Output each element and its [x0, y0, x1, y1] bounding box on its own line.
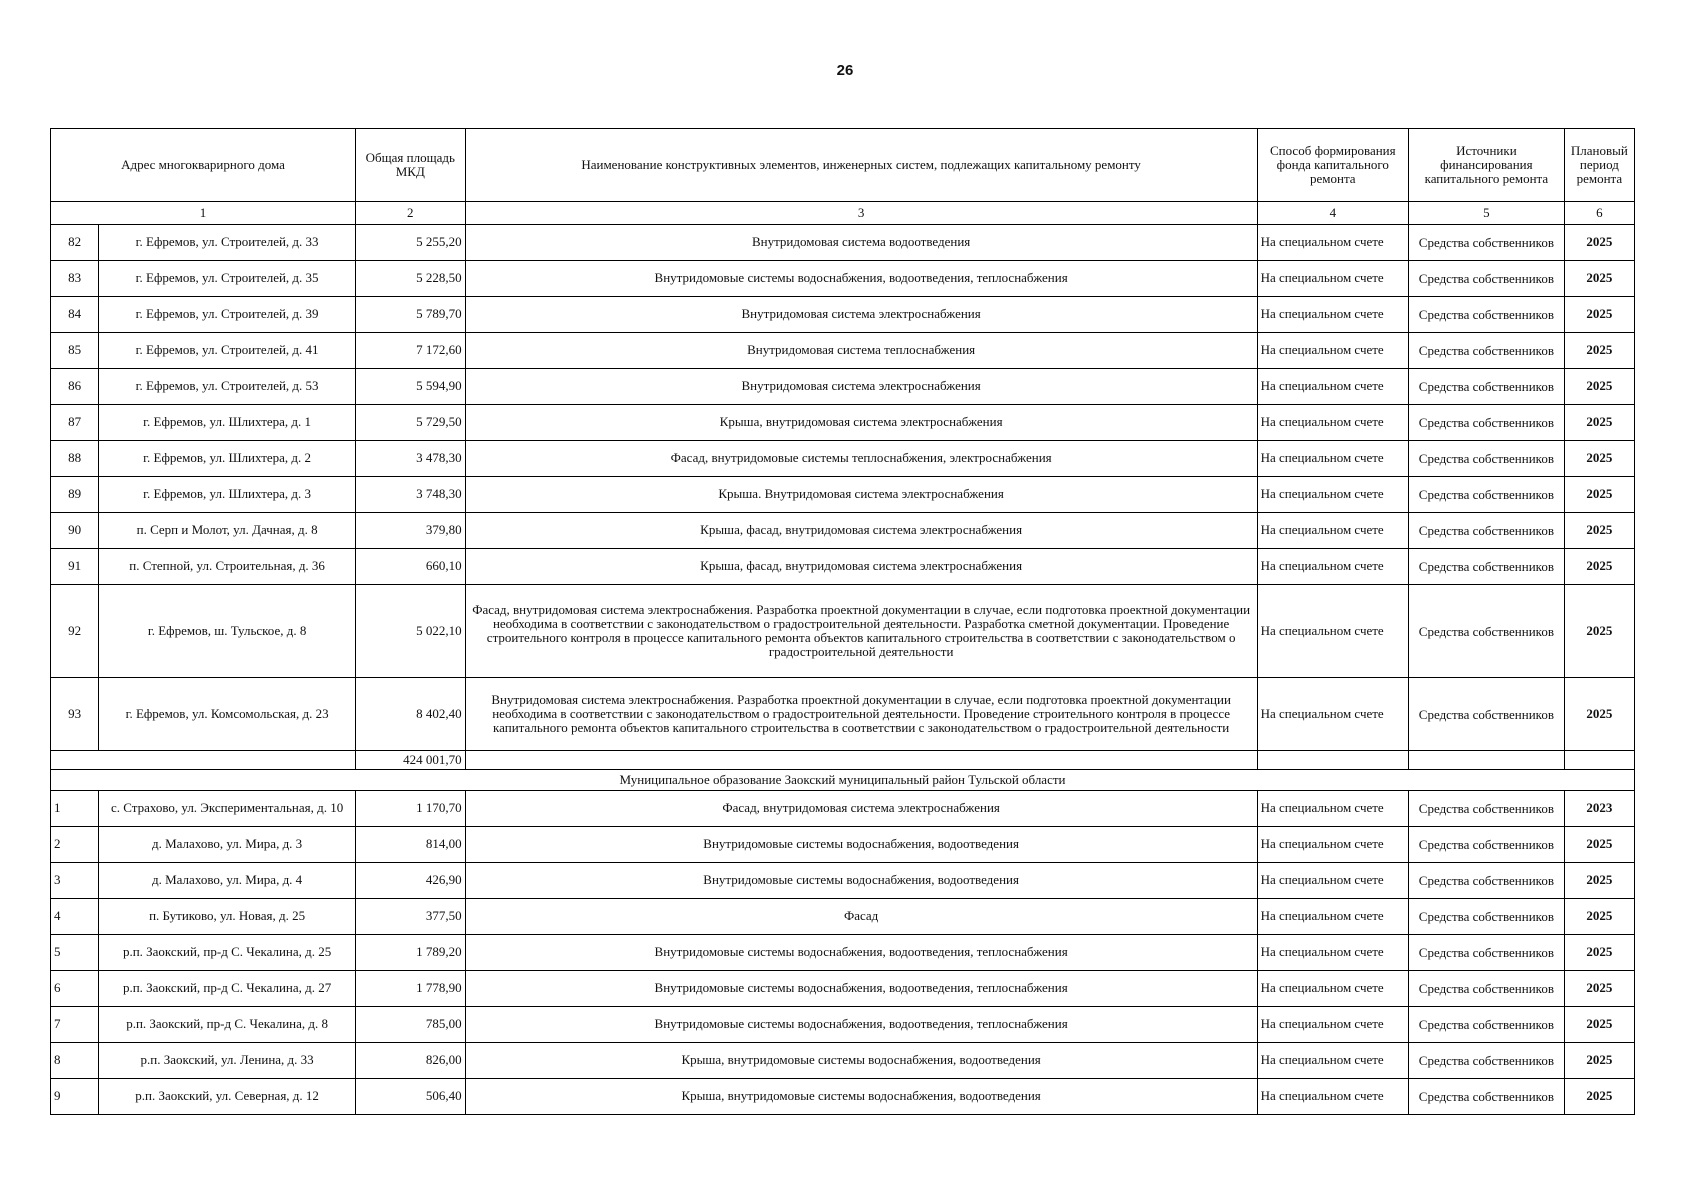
row-source: Средства собственников [1409, 549, 1565, 585]
row-area: 814,00 [355, 827, 465, 863]
row-number: 86 [51, 369, 99, 405]
row-method: На специальном счете [1257, 791, 1408, 827]
table-row [51, 549, 1635, 585]
row-elements: Внутридомовые системы водоснабжения, водоотведения [465, 863, 1257, 899]
row-number: 91 [51, 549, 99, 585]
row-source: Средства собственников [1409, 441, 1565, 477]
header-elements: Наименование конструктивных элементов, инженерных систем, подлежащих капитальному ремонту [465, 129, 1257, 202]
row-year: 2025 [1564, 863, 1634, 899]
table-row [51, 405, 1635, 441]
row-method: На специальном счете [1257, 261, 1408, 297]
header-method: Способ формирования фонда капитального ремонта [1257, 129, 1408, 202]
row-number: 85 [51, 333, 99, 369]
row-address: д. Малахово, ул. Мира, д. 4 [99, 863, 356, 899]
row-area: 3 748,30 [355, 477, 465, 513]
row-elements: Внутридомовые системы водоснабжения, водоотведения, теплоснабжения [465, 1007, 1257, 1043]
row-source: Средства собственников [1409, 1043, 1565, 1079]
column-number: 5 [1409, 202, 1565, 225]
header-period: Плановый период ремонта [1564, 129, 1634, 202]
column-number: 3 [465, 202, 1257, 225]
total-area: 424 001,70 [355, 751, 465, 770]
row-number: 89 [51, 477, 99, 513]
row-area: 5 789,70 [355, 297, 465, 333]
header-sources: Источники финансирования капитального ремонта [1409, 129, 1565, 202]
row-method: На специальном счете [1257, 297, 1408, 333]
municipality-title: Муниципальное образование Заокский муниципальный район Тульской области [51, 770, 1635, 791]
row-source: Средства собственников [1409, 297, 1565, 333]
row-number: 87 [51, 405, 99, 441]
municipality-row [51, 770, 1635, 791]
row-address: г. Ефремов, ул. Строителей, д. 41 [99, 333, 356, 369]
row-elements: Крыша, фасад, внутридомовая система электроснабжения [465, 549, 1257, 585]
row-address: г. Ефремов, ул. Строителей, д. 33 [99, 225, 356, 261]
row-number: 92 [51, 585, 99, 678]
row-year: 2025 [1564, 1007, 1634, 1043]
row-method: На специальном счете [1257, 441, 1408, 477]
row-area: 1 170,70 [355, 791, 465, 827]
row-source: Средства собственников [1409, 369, 1565, 405]
row-address: п. Бутиково, ул. Новая, д. 25 [99, 899, 356, 935]
row-source: Средства собственников [1409, 971, 1565, 1007]
row-year: 2025 [1564, 333, 1634, 369]
table-row [51, 1079, 1635, 1115]
row-area: 1 789,20 [355, 935, 465, 971]
header-area: Общая площадь МКД [355, 129, 465, 202]
row-source: Средства собственников [1409, 585, 1565, 678]
row-area: 506,40 [355, 1079, 465, 1115]
table-row [51, 971, 1635, 1007]
row-area: 377,50 [355, 899, 465, 935]
row-year: 2025 [1564, 899, 1634, 935]
table-row [51, 333, 1635, 369]
row-method: На специальном счете [1257, 477, 1408, 513]
table-row [51, 261, 1635, 297]
row-number: 5 [51, 935, 99, 971]
row-number: 3 [51, 863, 99, 899]
row-method: На специальном счете [1257, 827, 1408, 863]
row-address: г. Ефремов, ул. Комсомольская, д. 23 [99, 678, 356, 751]
row-elements: Крыша, фасад, внутридомовая система электроснабжения [465, 513, 1257, 549]
row-elements: Внутридомовые системы водоснабжения, водоотведения, теплоснабжения [465, 261, 1257, 297]
row-number: 90 [51, 513, 99, 549]
row-source: Средства собственников [1409, 513, 1565, 549]
row-method: На специальном счете [1257, 935, 1408, 971]
row-address: г. Ефремов, ул. Шлихтера, д. 2 [99, 441, 356, 477]
row-area: 5 255,20 [355, 225, 465, 261]
table-row [51, 827, 1635, 863]
header-address: Адрес многокварирного дома [51, 129, 356, 202]
header-row [51, 129, 1635, 202]
row-method: На специальном счете [1257, 678, 1408, 751]
row-elements: Крыша, внутридомовые системы водоснабжения, водоотведения [465, 1079, 1257, 1115]
row-source: Средства собственников [1409, 261, 1565, 297]
table-row [51, 935, 1635, 971]
row-number: 8 [51, 1043, 99, 1079]
column-number: 1 [51, 202, 356, 225]
row-method: На специальном счете [1257, 1007, 1408, 1043]
row-elements: Крыша, внутридомовая система электроснабжения [465, 405, 1257, 441]
row-address: д. Малахово, ул. Мира, д. 3 [99, 827, 356, 863]
row-method: На специальном счете [1257, 899, 1408, 935]
table-row [51, 441, 1635, 477]
row-method: На специальном счете [1257, 369, 1408, 405]
row-method: На специальном счете [1257, 549, 1408, 585]
table-row [51, 585, 1635, 678]
row-source: Средства собственников [1409, 899, 1565, 935]
row-source: Средства собственников [1409, 1007, 1565, 1043]
row-source: Средства собственников [1409, 791, 1565, 827]
table-row [51, 899, 1635, 935]
row-year: 2025 [1564, 549, 1634, 585]
row-number: 4 [51, 899, 99, 935]
row-area: 426,90 [355, 863, 465, 899]
row-elements: Внутридомовая система электроснабжения. Разработка проектной документации в случае, если подготовка проектной документации необходима в соответствии с законодательством о градостроительной деятельности. Проведение строительного контроля в процессе капитального ремонта объектов капитального строительства в соответствии с законодательством о градостроительной деятельности [465, 678, 1257, 751]
page-number: 26 [836, 62, 854, 79]
row-year: 2023 [1564, 791, 1634, 827]
table-row [51, 678, 1635, 751]
row-year: 2025 [1564, 369, 1634, 405]
row-source: Средства собственников [1409, 935, 1565, 971]
table-row [51, 1043, 1635, 1079]
row-elements: Внутридомовые системы водоснабжения, водоотведения [465, 827, 1257, 863]
row-number: 84 [51, 297, 99, 333]
row-elements: Внутридомовая система теплоснабжения [465, 333, 1257, 369]
row-method: На специальном счете [1257, 405, 1408, 441]
row-year: 2025 [1564, 225, 1634, 261]
row-method: На специальном счете [1257, 1079, 1408, 1115]
row-area: 5 228,50 [355, 261, 465, 297]
row-address: р.п. Заокский, пр-д С. Чекалина, д. 27 [99, 971, 356, 1007]
row-area: 660,10 [355, 549, 465, 585]
table-row [51, 225, 1635, 261]
row-number: 7 [51, 1007, 99, 1043]
table-row [51, 513, 1635, 549]
row-elements: Внутридомовые системы водоснабжения, водоотведения, теплоснабжения [465, 935, 1257, 971]
row-method: На специальном счете [1257, 513, 1408, 549]
row-year: 2025 [1564, 477, 1634, 513]
row-number: 82 [51, 225, 99, 261]
row-area: 3 478,30 [355, 441, 465, 477]
row-number: 93 [51, 678, 99, 751]
row-year: 2025 [1564, 441, 1634, 477]
row-area: 7 172,60 [355, 333, 465, 369]
row-address: г. Ефремов, ш. Тульское, д. 8 [99, 585, 356, 678]
row-year: 2025 [1564, 678, 1634, 751]
row-year: 2025 [1564, 971, 1634, 1007]
row-elements: Внутридомовая система электроснабжения [465, 369, 1257, 405]
row-area: 5 729,50 [355, 405, 465, 441]
row-elements: Фасад, внутридомовая система электроснабжения [465, 791, 1257, 827]
row-address: г. Ефремов, ул. Строителей, д. 53 [99, 369, 356, 405]
row-year: 2025 [1564, 935, 1634, 971]
row-method: На специальном счете [1257, 333, 1408, 369]
row-address: р.п. Заокский, ул. Ленина, д. 33 [99, 1043, 356, 1079]
row-area: 785,00 [355, 1007, 465, 1043]
row-address: п. Серп и Молот, ул. Дачная, д. 8 [99, 513, 356, 549]
table-row [51, 863, 1635, 899]
row-address: г. Ефремов, ул. Шлихтера, д. 3 [99, 477, 356, 513]
row-elements: Фасад [465, 899, 1257, 935]
row-number: 6 [51, 971, 99, 1007]
row-address: р.п. Заокский, ул. Северная, д. 12 [99, 1079, 356, 1115]
row-area: 826,00 [355, 1043, 465, 1079]
table-row [51, 477, 1635, 513]
row-method: На специальном счете [1257, 225, 1408, 261]
column-number: 6 [1564, 202, 1634, 225]
column-number: 2 [355, 202, 465, 225]
row-number: 83 [51, 261, 99, 297]
row-address: п. Степной, ул. Строительная, д. 36 [99, 549, 356, 585]
row-address: р.п. Заокский, пр-д С. Чекалина, д. 8 [99, 1007, 356, 1043]
row-method: На специальном счете [1257, 585, 1408, 678]
row-area: 8 402,40 [355, 678, 465, 751]
row-method: На специальном счете [1257, 971, 1408, 1007]
row-source: Средства собственников [1409, 333, 1565, 369]
row-year: 2025 [1564, 827, 1634, 863]
row-source: Средства собственников [1409, 863, 1565, 899]
row-number: 1 [51, 791, 99, 827]
row-number: 88 [51, 441, 99, 477]
row-elements: Внутридомовая система водоотведения [465, 225, 1257, 261]
total-empty [465, 751, 1257, 770]
row-year: 2025 [1564, 297, 1634, 333]
total-empty [1257, 751, 1408, 770]
total-row [51, 751, 1635, 770]
row-source: Средства собственников [1409, 477, 1565, 513]
row-area: 5 594,90 [355, 369, 465, 405]
row-address: р.п. Заокский, пр-д С. Чекалина, д. 25 [99, 935, 356, 971]
row-area: 1 778,90 [355, 971, 465, 1007]
total-empty [1409, 751, 1565, 770]
table-row [51, 1007, 1635, 1043]
row-source: Средства собственников [1409, 405, 1565, 441]
row-year: 2025 [1564, 405, 1634, 441]
row-year: 2025 [1564, 585, 1634, 678]
table-row [51, 791, 1635, 827]
row-elements: Фасад, внутридомовые системы теплоснабжения, электроснабжения [465, 441, 1257, 477]
row-year: 2025 [1564, 261, 1634, 297]
row-address: г. Ефремов, ул. Строителей, д. 39 [99, 297, 356, 333]
row-area: 5 022,10 [355, 585, 465, 678]
row-area: 379,80 [355, 513, 465, 549]
row-address: г. Ефремов, ул. Строителей, д. 35 [99, 261, 356, 297]
row-year: 2025 [1564, 1043, 1634, 1079]
row-source: Средства собственников [1409, 1079, 1565, 1115]
row-elements: Внутридомовая система электроснабжения [465, 297, 1257, 333]
row-source: Средства собственников [1409, 827, 1565, 863]
row-method: На специальном счете [1257, 1043, 1408, 1079]
total-empty [1564, 751, 1634, 770]
row-year: 2025 [1564, 513, 1634, 549]
row-number: 9 [51, 1079, 99, 1115]
column-number: 4 [1257, 202, 1408, 225]
row-source: Средства собственников [1409, 678, 1565, 751]
total-spacer [51, 751, 356, 770]
table-row [51, 369, 1635, 405]
row-number: 2 [51, 827, 99, 863]
row-method: На специальном счете [1257, 863, 1408, 899]
row-elements: Крыша. Внутридомовая система электроснабжения [465, 477, 1257, 513]
row-address: с. Страхово, ул. Экспериментальная, д. 10 [99, 791, 356, 827]
column-numbers-row [51, 202, 1635, 225]
row-elements: Внутридомовые системы водоснабжения, водоотведения, теплоснабжения [465, 971, 1257, 1007]
capital-repair-table [50, 128, 1635, 1115]
row-source: Средства собственников [1409, 225, 1565, 261]
table-row [51, 297, 1635, 333]
row-elements: Крыша, внутридомовые системы водоснабжения, водоотведения [465, 1043, 1257, 1079]
row-address: г. Ефремов, ул. Шлихтера, д. 1 [99, 405, 356, 441]
row-year: 2025 [1564, 1079, 1634, 1115]
row-elements: Фасад, внутридомовая система электроснабжения. Разработка проектной документации в случае, если подготовка проектной документации необходима в соответствии с законодательством о градостроительной деятельности. Разработка сметной документации. Проведение строительного контроля в процессе капитального ремонта объектов капитального строительства в соответствии с законодательством о градостроительной деятельности [465, 585, 1257, 678]
